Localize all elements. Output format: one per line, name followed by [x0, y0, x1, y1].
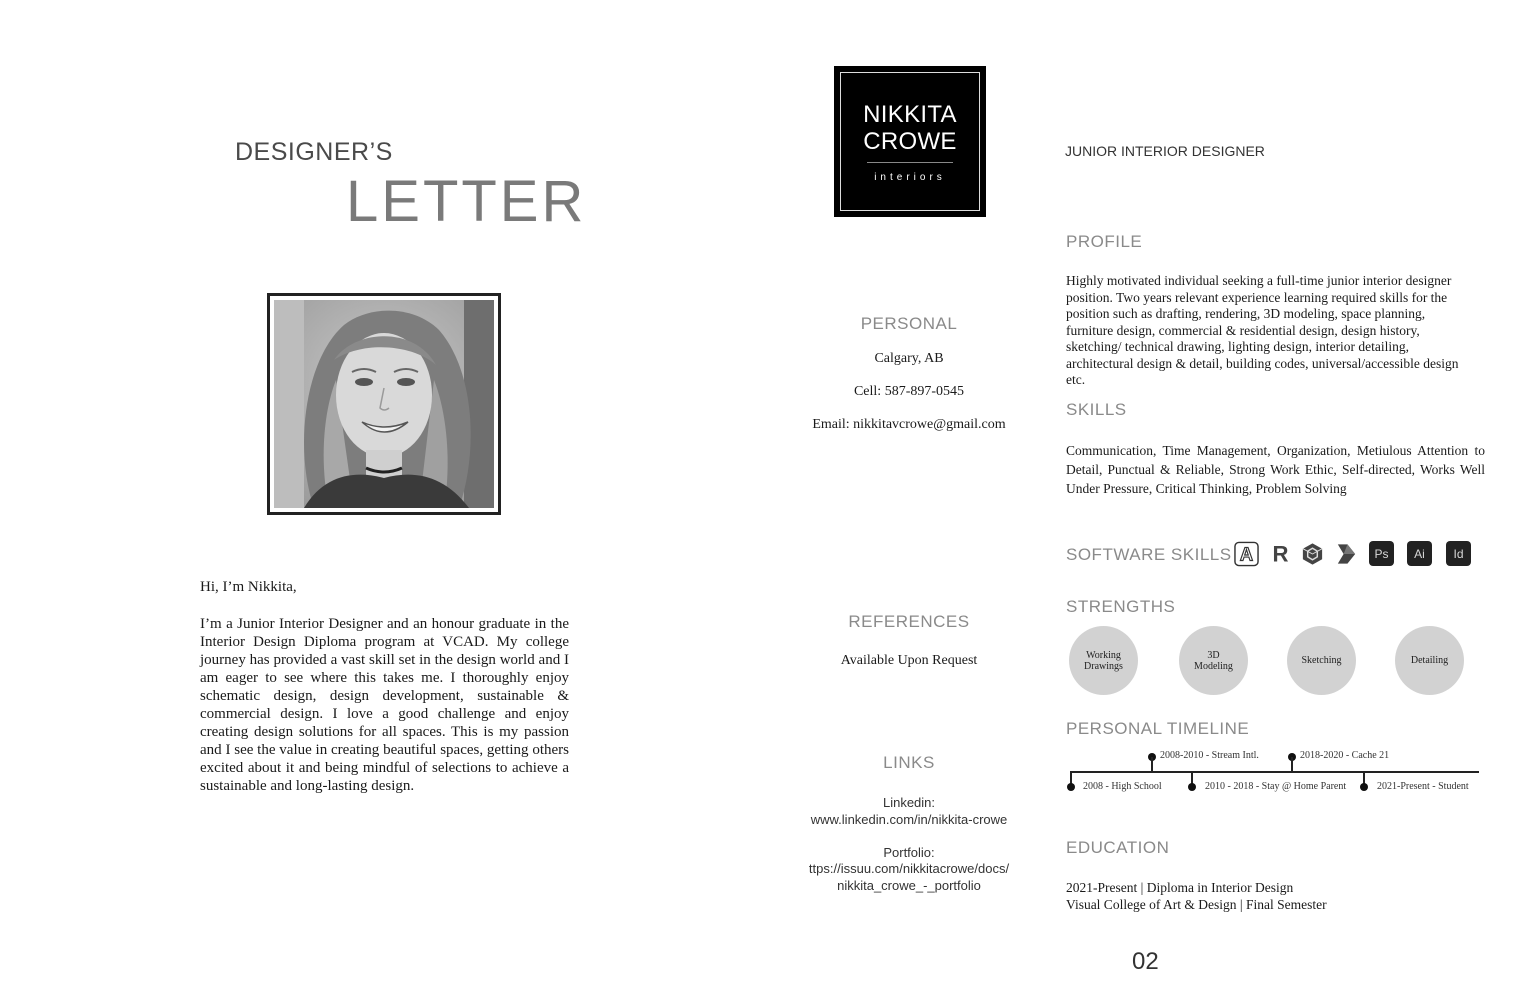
brand-logo — [834, 66, 986, 217]
references-heading: REFERENCES — [848, 612, 970, 631]
letter-body: I’m a Junior Interior Designer and an honour graduate in the Interior Design Diploma program at VCAD. My college journey has provided a vast skill set in the design world and I am eager to see where this takes me. I thoroughly enjoy schematic design, design development, sustainable & commercial design. I love a good challenge and enjoy creating design solutions for all spaces. This is my passion and I see the value in creating beautiful spaces, getting others excited about it and being mindful of selections to achieve a sustainable and long-lasting design. — [200, 616, 569, 794]
portfolio-link-line2[interactable]: nikkita_crowe_-_portfolio — [837, 878, 981, 893]
strength-working-drawings — [1069, 626, 1138, 695]
letter-greeting: Hi, I’m Nikkita, — [200, 579, 297, 595]
software-heading: SOFTWARE SKILLS — [1066, 545, 1232, 564]
education-line1: 2021-Present | Diploma in Interior Design — [1066, 880, 1294, 895]
portrait-photo-frame — [267, 293, 501, 515]
strength-label: Detailing — [1410, 655, 1449, 666]
education-line2: Visual College of Art & Design | Final Semester — [1066, 897, 1327, 912]
strengths-heading: STRENGTHS — [1066, 597, 1176, 616]
logo-subtitle: interiors — [874, 172, 946, 183]
profile-heading: PROFILE — [1066, 232, 1143, 251]
linkedin-link[interactable]: www.linkedin.com/in/nikkita-crowe — [810, 812, 1008, 827]
timeline-stem — [1151, 757, 1153, 772]
revit-icon — [1268, 541, 1293, 566]
references-text: Available Upon Request — [840, 653, 978, 668]
logo-name — [837, 101, 983, 155]
photoshop-icon: Ps — [1369, 541, 1394, 566]
3dsmax-icon — [1334, 541, 1359, 566]
illustrator-icon: Ai — [1407, 541, 1432, 566]
timeline-axis — [1070, 771, 1479, 773]
timeline-label: 2008-2010 - Stream Intl. — [1160, 750, 1259, 761]
job-title: JUNIOR INTERIOR DESIGNER — [1065, 143, 1265, 159]
personal-heading: PERSONAL — [860, 314, 958, 333]
portrait-photo — [274, 300, 494, 508]
indesign-icon: Id — [1446, 541, 1471, 566]
strength-3d-modeling — [1179, 626, 1248, 695]
education-heading: EDUCATION — [1066, 838, 1170, 857]
timeline-heading: PERSONAL TIMELINE — [1066, 719, 1250, 738]
logo-line1: NIKKITA — [863, 101, 957, 128]
personal-cell: Cell: 587-897-0545 — [853, 384, 965, 399]
portrait-illustration — [274, 300, 494, 508]
profile-text: Highly motivated individual seeking a full-time junior interior designer position. Two years relevant experience learning required skills for the position such as drafting, rendering, 3D modeling, space planning, furniture design, commercial & residential design, design history, sketching/ technical drawing, lighting design, interior detailing, architectural design & detail, building codes, universal/accessible design etc. — [1066, 273, 1459, 387]
strength-sketching — [1287, 626, 1356, 695]
strength-label: Drawings — [1084, 660, 1123, 672]
timeline-label: 2018-2020 - Cache 21 — [1300, 750, 1390, 761]
sketchup-icon — [1300, 541, 1325, 566]
skills-heading: SKILLS — [1066, 400, 1127, 419]
education-block — [1066, 879, 1327, 913]
strength-detailing — [1395, 626, 1464, 695]
strength-label: Sketching — [1301, 655, 1342, 666]
skills-text: Communication, Time Management, Organization, Metiulous Attention to Detail, Punctual & Reliable, Strong Work Ethic, Self-directed, Works Well Under Pressure, Critical Thinking, Problem Solving — [1066, 443, 1485, 496]
timeline-stem — [1291, 757, 1293, 772]
revit-glyph: R — [1272, 541, 1289, 567]
portfolio-link-line1[interactable]: ttps://issuu.com/nikkitacrowe/docs/ — [808, 861, 1010, 876]
autocad-glyph: A — [1239, 543, 1254, 565]
personal-city: Calgary, AB — [874, 351, 944, 366]
letter-heading-small: DESIGNER’S — [235, 138, 393, 166]
strength-label: Modeling — [1194, 660, 1233, 672]
links-heading: LINKS — [883, 753, 935, 772]
portfolio-label: Portfolio: — [883, 845, 935, 860]
autocad-icon — [1234, 541, 1259, 566]
timeline-label: 2008 - High School — [1083, 781, 1162, 792]
letter-heading-large: LETTER — [346, 169, 587, 234]
page-number: 02 — [1132, 948, 1159, 975]
logo-line2: CROWE — [863, 128, 957, 155]
timeline-marker — [1188, 783, 1196, 791]
timeline-label: 2021-Present - Student — [1377, 781, 1469, 792]
timeline-marker — [1360, 783, 1368, 791]
logo-divider — [867, 162, 953, 163]
linkedin-label: Linkedin: — [882, 795, 936, 810]
personal-email[interactable]: Email: nikkitavcrowe@gmail.com — [812, 417, 1006, 432]
timeline-marker — [1067, 783, 1075, 791]
timeline-label: 2010 - 2018 - Stay @ Home Parent — [1205, 781, 1347, 792]
strength-label: 3D — [1207, 649, 1220, 661]
strength-label: Working — [1086, 649, 1121, 661]
